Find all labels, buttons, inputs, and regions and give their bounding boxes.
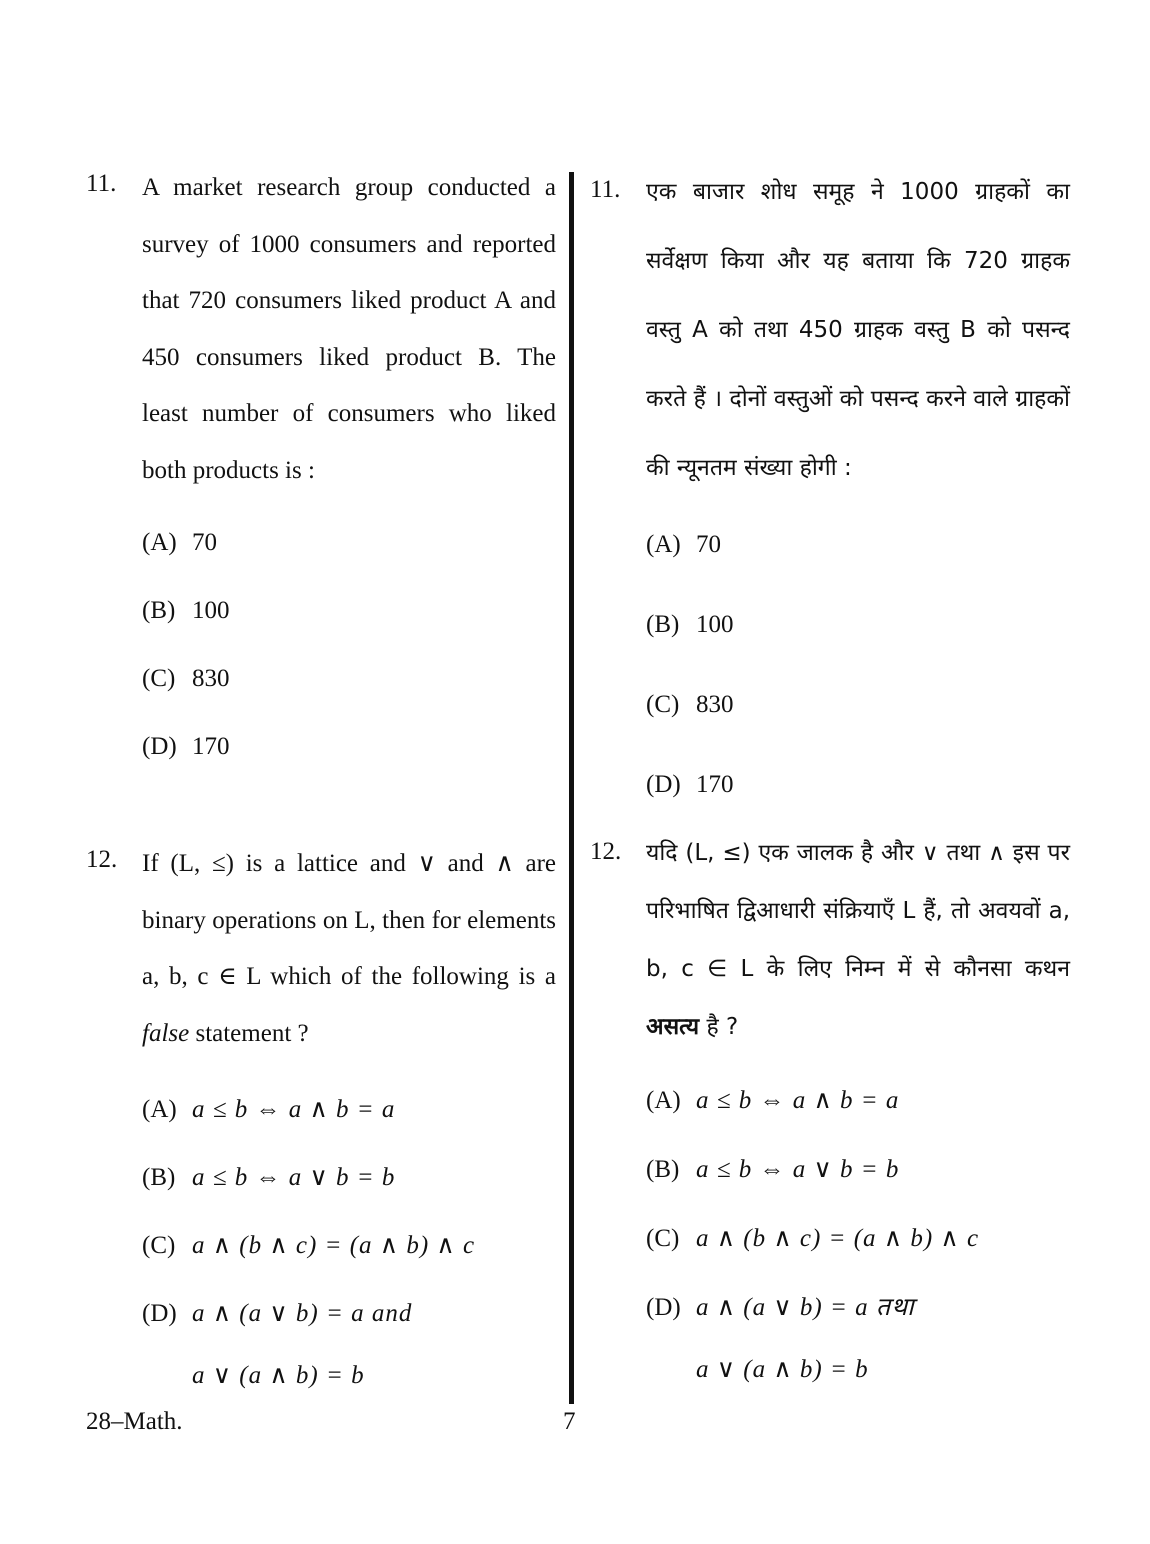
page-number: 7: [563, 1408, 576, 1435]
options-list: [142, 509, 556, 781]
option-b: (B) a ≤ b ⇔ a ∨ b = b: [646, 1156, 900, 1183]
question-12-en: [86, 836, 556, 1404]
question-text: यदि (L, ≤) एक जालक है और ∨ तथा ∧ इस पर परिभाषित द्विआधारी संक्रियाएँ L हैं, तो अवयवों a, b, c ∈ L के लिए निम्न में से कौनसा कथन असत्य है ?: [646, 840, 1070, 1040]
option-a: (A) a ≤ b ⇔ a ∧ b = a: [646, 1087, 900, 1114]
paper-code: 28–Math.: [86, 1408, 183, 1435]
options-list: [142, 1076, 556, 1404]
option-d: (D) 170: [142, 733, 230, 760]
column-divider: [569, 172, 574, 1404]
question-number: 12.: [86, 846, 118, 873]
option-b: (B) 100: [142, 597, 230, 624]
option-a: (A) a ≤ b ⇔ a ∧ b = a: [142, 1096, 396, 1123]
question-number: 12.: [590, 838, 622, 865]
question-number: 11.: [590, 176, 621, 203]
option-b: (B) 100: [646, 611, 734, 638]
question-11-en: [86, 160, 556, 781]
option-d: (D) a ∧ (a ∨ b) = a and a ∨ (a ∧ b) = b: [142, 1300, 413, 1389]
option-c: (C) a ∧ (b ∧ c) = (a ∧ b) ∧ c: [646, 1225, 980, 1252]
question-12-hi: [590, 824, 1070, 1398]
option-c: (C) 830: [646, 691, 734, 718]
question-text: A market research group conducted a survey of 1000 consumers and reported that 720 consumers liked product A and 450 consumers liked product B. The least number of consumers who liked both products is :: [142, 174, 556, 484]
question-number: 11.: [86, 170, 117, 197]
question-text: If (L, ≤) is a lattice and ∨ and ∧ are binary operations on L, then for elements a, b, c ∈ L which of the following is a false statement ?: [142, 850, 556, 1047]
options-list: [646, 1066, 1070, 1398]
option-a: (A) 70: [646, 531, 721, 558]
question-text: एक बाजार शोध समूह ने 1000 ग्राहकों का सर्वेक्षण किया और यह बताया कि 720 ग्राहक वस्तु A को तथा 450 ग्राहक वस्तु B को पसन्द करते हैं । दोनों वस्तुओं को पसन्द करने वाले ग्राहकों की न्यूनतम संख्या होगी :: [646, 179, 1070, 481]
option-b: (B) a ≤ b ⇔ a ∨ b = b: [142, 1164, 396, 1191]
option-c: (C) 830: [142, 665, 230, 692]
options-list: [646, 505, 1070, 825]
option-d: (D) 170: [646, 771, 734, 798]
option-d: (D) a ∧ (a ∨ b) = a तथा a ∨ (a ∧ b) = b: [646, 1294, 915, 1383]
english-column: [86, 160, 556, 1389]
option-c: (C) a ∧ (b ∧ c) = (a ∧ b) ∧ c: [142, 1232, 476, 1259]
option-a: (A) 70: [142, 529, 217, 556]
question-11-hi: [590, 158, 1070, 825]
hindi-column: [590, 160, 1070, 1383]
